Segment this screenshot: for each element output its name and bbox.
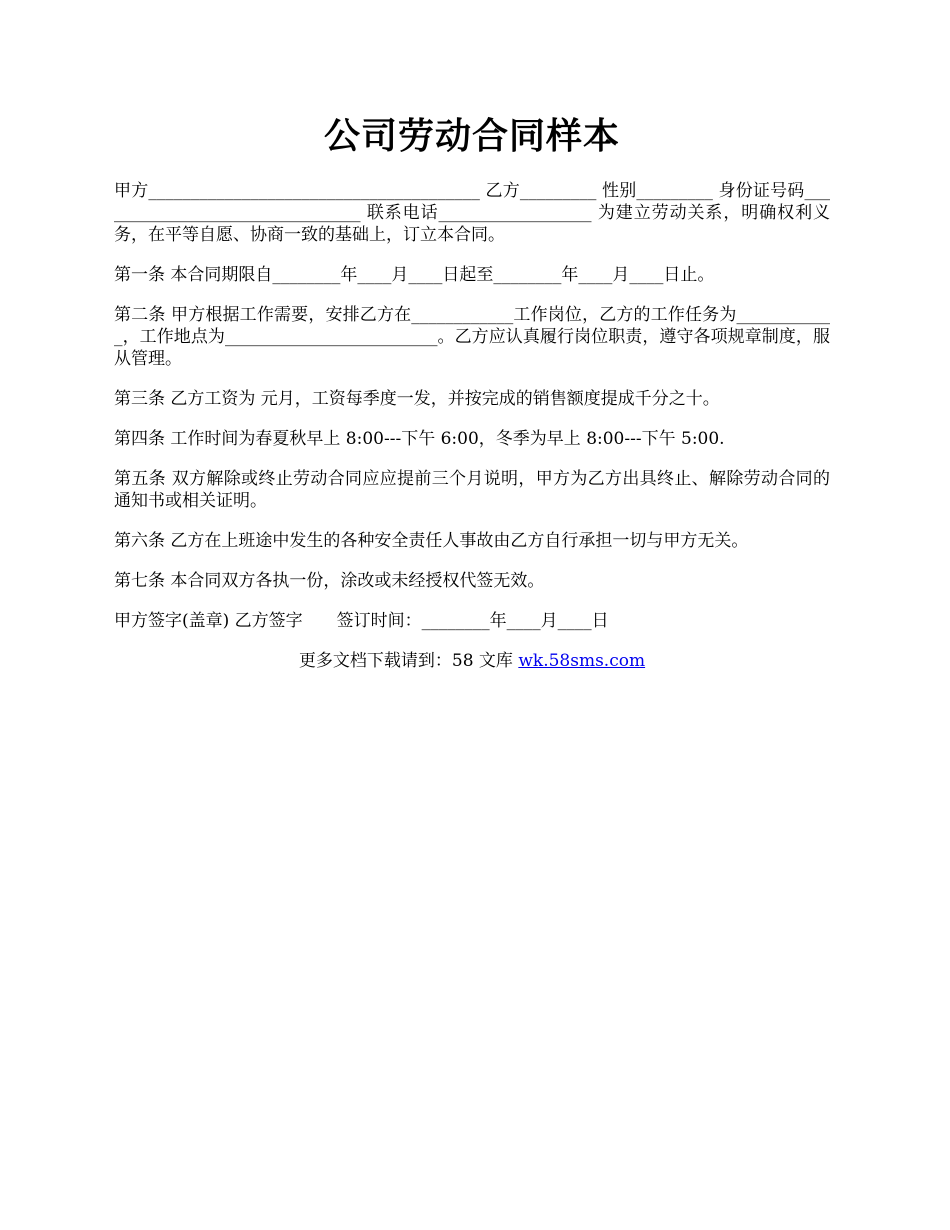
document-page (114, 110, 830, 672)
footer-download (114, 650, 830, 672)
article-1: 第一条 本合同期限自________年____月____日起至________年____月____日止。 (114, 265, 715, 285)
footer-prefix: 更多文档下载请到：58 文库 (298, 651, 519, 671)
article-7: 第七条 本合同双方各执一份，涂改或未经授权代签无效。 (114, 571, 545, 591)
article-4: 第四条 工作时间为春夏秋早上 8:00---下午 6:00，冬季为早上 8:00---下午 5:00. (114, 429, 725, 449)
intro-paragraph: 甲方_______________________________________ 乙方_________ 性别_________ 身份证号码________________________________ 联系电话__________________ 为建立劳动关系，明确权利义务，在平等自愿、协商一致的基础上，订立本合同。 (114, 181, 830, 245)
article-3: 第三条 乙方工资为 元月，工资每季度一发，并按完成的销售额度提成千分之十。 (114, 389, 720, 409)
document-title: 公司劳动合同样本 (323, 115, 620, 157)
footer-link[interactable]: wk.58sms.com (518, 651, 646, 671)
article-6: 第六条 乙方在上班途中发生的各种安全责任人事故由乙方自行承担一切与甲方无关。 (114, 531, 749, 551)
article-2: 第二条 甲方根据工作需要，安排乙方在____________工作岗位，乙方的工作任务为____________，工作地点为_________________________。乙方应认真履行岗位职责，遵守各项规章制度，服从管理。 (114, 305, 830, 369)
signature-line: 甲方签字(盖章) 乙方签字 签订时间：________年____月____日 (114, 611, 609, 631)
article-5: 第五条 双方解除或终止劳动合同应应提前三个月说明，甲方为乙方出具终止、解除劳动合同的通知书或相关证明。 (114, 469, 830, 511)
